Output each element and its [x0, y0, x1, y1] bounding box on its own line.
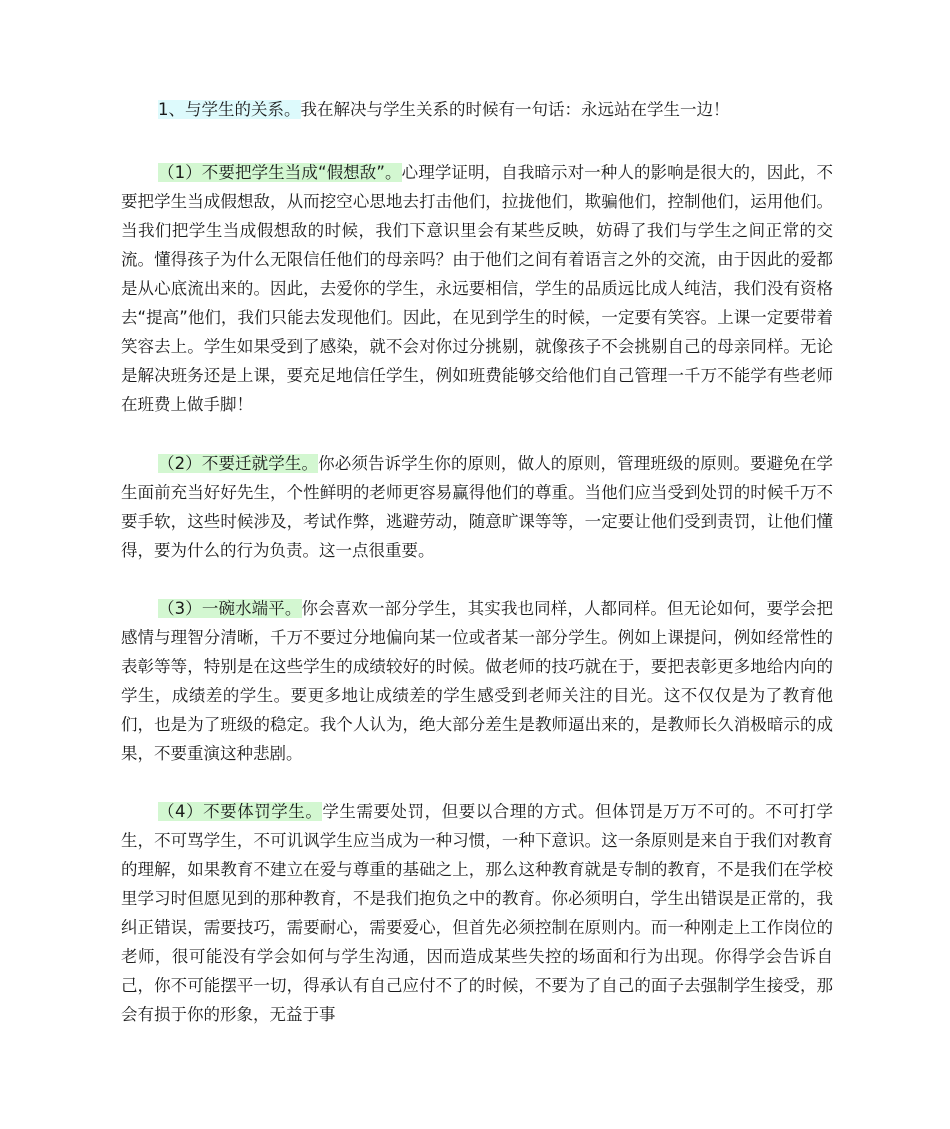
paragraph-3 [121, 594, 833, 768]
section-heading-text: 我在解决与学生关系的时候有一句话：永远站在学生一边！ [300, 100, 730, 119]
paragraph-2 [121, 449, 833, 565]
paragraph-1-label: （1）不要把学生当成“假想敌”。 [158, 163, 402, 182]
paragraph-1-text: 心理学证明，自我暗示对一种人的影响是很大的，因此，不要把学生当成假想敌，从而挖空心思地去打击他们，拉拢他们，欺骗他们，控制他们，运用他们。当我们把学生当成假想敌的时候，我们下意识里会有某些反映，妨碍了我们与学生之间正常的交流。懂得孩子为什么无限信任他们的母亲吗？由于他们之间有着语言之外的交流，由于因此的爱都是从心底流出来的。因此，去爱你的学生，永远要相信，学生的品质远比成人纯洁，我们没有资格去“提高”他们，我们只能去发现他们。因此，在见到学生的时候，一定要有笑容。上课一定要带着笑容去上。学生如果受到了感染，就不会对你过分挑剔，就像孩子不会挑剔自己的母亲同样。无论是解决班务还是上课，要充足地信任学生，例如班费能够交给他们自己管理一千万不能学有些老师在班费上做手脚！ [121, 163, 833, 414]
section-heading-label: 1、与学生的关系。 [158, 100, 301, 119]
paragraph-4-text: 学生需要处罚，但要以合理的方式。但体罚是万万不可的。不可打学生，不可骂学生，不可讥讽学生应当成为一种习惯，一种下意识。这一条原则是来自于我们对教育的理解，如果教育不建立在爱与尊重的基础之上，那么这种教育就是专制的教育，不是我们在学校里学习时但愿见到的那种教育，不是我们抱负之中的教育。你必须明白，学生出错误是正常的，我纠正错误，需要技巧，需要耐心，需要爱心，但首先必须控制在原则内。而一种刚走上工作岗位的老师，很可能没有学会如何与学生沟通，因而造成某些失控的场面和行为出现。你得学会告诉自己，你不可能摆平一切，得承认有自己应付不了的时候，不要为了自己的面子去强制学生接受，那会有损于你的形象，无益于事 [121, 802, 834, 1024]
paragraph-2-text: 你必须告诉学生你的原则，做人的原则，管理班级的原则。要避免在学生面前充当好好先生，个性鲜明的老师更容易赢得他们的尊重。当他们应当受到处罚的时候千万不要手软，这些时候涉及，考试作弊，逃避劳动，随意旷课等等，一定要让他们受到责罚，让他们懂得，要为什么的行为负责。这一点很重要。 [121, 454, 834, 560]
paragraph-2-label: （2）不要迁就学生。 [158, 454, 319, 473]
paragraph-3-text: 你会喜欢一部分学生，其实我也同样，人都同样。但无论如何，要学会把感情与理智分清晰，千万不要过分地偏向某一位或者某一部分学生。例如上课提问，例如经常性的表彰等等，特别是在这些学生的成绩较好的时候。做老师的技巧就在于，要把表彰更多地给内向的学生，成绩差的学生。要更多地让成绩差的学生感受到老师关注的目光。这不仅仅是为了教育他们，也是为了班级的稳定。我个人认为，绝大部分差生是教师逼出来的，是教师长久消极暗示的成果，不要重演这种悲剧。 [121, 599, 834, 763]
section-heading-paragraph [121, 95, 833, 124]
paragraph-1 [121, 158, 833, 419]
paragraph-3-label: （3）一碗水端平。 [158, 599, 302, 618]
paragraph-4 [121, 797, 833, 1029]
paragraph-4-label: （4）不要体罚学生。 [158, 802, 323, 821]
